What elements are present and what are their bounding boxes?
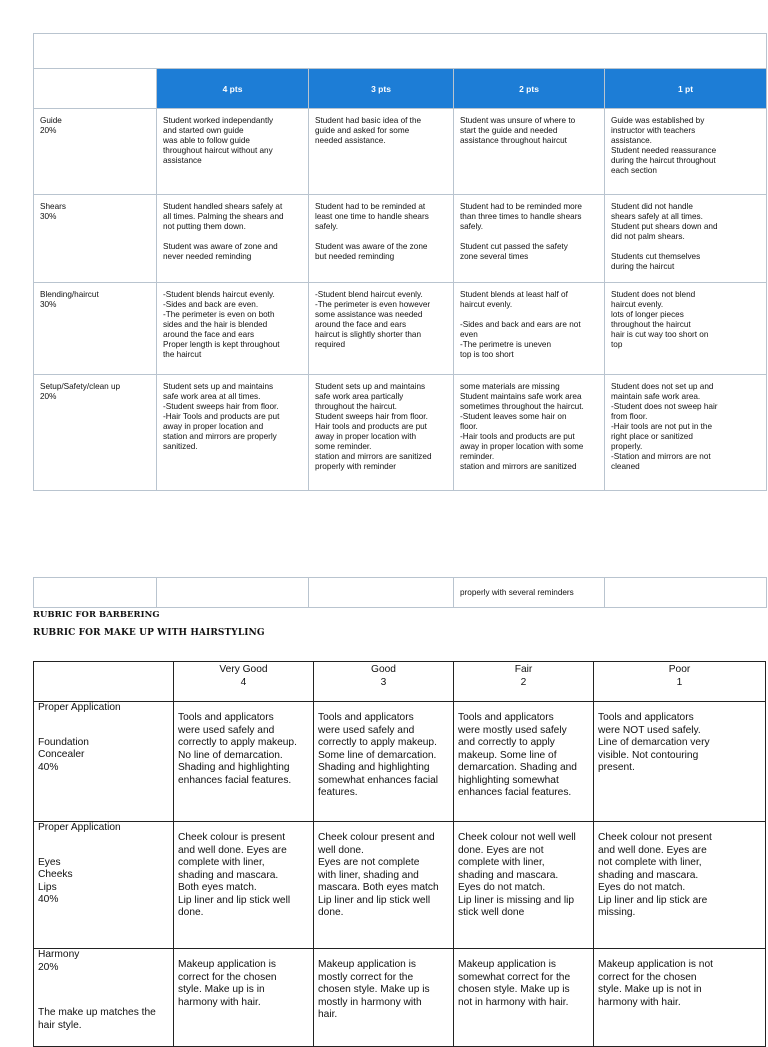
criterion-title: Proper Application: [38, 702, 121, 713]
rubric-cell: Tools and applicators were mostly used safely and correctly to apply makeup. Some line of demarcation. Shading and highlighting somewhat enhances facial features.: [454, 702, 594, 822]
criterion-blending: Blending/haircut 30%: [34, 283, 157, 375]
rubric-cell: Student handled shears safely at all times. Palming the shears and not putting them down. Student was aware of zone and never needed reminding: [157, 195, 309, 283]
rubric-cell: [34, 578, 157, 608]
rubric-cell: Cheek colour not present and well done. Eyes are not complete with liner, shading and mascara. Eyes do not match. Lip liner and lip stick are missing.: [594, 822, 766, 949]
rubric-cell: [605, 578, 767, 608]
rubric-cell: Student sets up and maintains safe work area at all times. -Student sweeps hair from floor. -Hair Tools and products are put away in proper location and station and mirrors are properly sanitized.: [157, 375, 309, 491]
rubric-cell: Student had to be reminded at least one time to handle shears safely. Student was aware of the zone but needed reminding: [309, 195, 454, 283]
header-label: Very Good: [219, 664, 268, 675]
rubric-cell: Student worked independantly and started own guide was able to follow guide throughout haircut without any assistance: [157, 109, 309, 195]
rubric-cell: -Student blends haircut evenly. -Sides and back are even. -The perimeter is even on both sides and the hair is blended around the face and ears Proper length is kept throughout the haircut: [157, 283, 309, 375]
rubric-cell: Guide was established by instructor with teachers assistance. Student needed reassurance during the haircut throughout each section: [605, 109, 767, 195]
criterion-guide: Guide 20%: [34, 109, 157, 195]
rubric-cell: Student had basic idea of the guide and asked for some needed assistance.: [309, 109, 454, 195]
header-2-pts: 2 pts: [454, 69, 605, 109]
criterion-detail: Eyes Cheeks Lips 40%: [38, 856, 73, 905]
table-row: [34, 109, 767, 195]
header-blank: [34, 662, 174, 702]
makeup-rubric-table: [33, 661, 766, 1047]
table-row: [34, 949, 766, 1047]
table-title-row: [34, 34, 767, 69]
header-points: 1: [676, 676, 683, 688]
rubric-cell: Student blends at least half of haircut evenly. -Sides and back and ears are not even -The perimetre is uneven top is too short: [454, 283, 605, 375]
criterion-harmony: [34, 949, 174, 1047]
header-label: Fair: [514, 664, 533, 675]
rubric-cell: Student does not blend haircut evenly. lots of longer pieces throughout the haircut hair is cut way too short on top: [605, 283, 767, 375]
rubric-cell: Cheek colour not well well done. Eyes are not complete with liner, shading and mascara. Eyes do not match. Lip liner is missing and lip stick well done: [454, 822, 594, 949]
header-points: 4: [240, 676, 247, 688]
table-title: [34, 34, 767, 69]
rubric-cell: [157, 578, 309, 608]
criterion-detail: The make up matches the hair style.: [38, 1007, 156, 1031]
rubric-cell: Makeup application is mostly correct for the chosen style. Make up is mostly in harmony with hair.: [314, 949, 454, 1047]
header-label: Poor: [668, 664, 691, 675]
table-row: [34, 702, 766, 822]
rubric-cell: Tools and applicators were used safely and correctly to apply makeup. Some line of demarcation. Shading and highlighting somewhat enhances facial features.: [314, 702, 454, 822]
criterion-eyes-cheeks-lips: [34, 822, 174, 949]
rubric-cell: Student does not set up and maintain safe work area. -Student does not sweep hair from floor. -Hair tools are not put in the right place or sanitized properly. -Station and mirrors are not cleaned: [605, 375, 767, 491]
header-blank: [34, 69, 157, 109]
header-1-pt: 1 pt: [605, 69, 767, 109]
table-row: [34, 822, 766, 949]
criterion-title: Harmony 20%: [38, 949, 80, 973]
header-points: 2: [520, 676, 527, 688]
header-row: [34, 69, 767, 109]
rubric-cell: Makeup application is somewhat correct for the chosen style. Make up is not in harmony with hair.: [454, 949, 594, 1047]
criterion-title: Proper Application: [38, 822, 121, 833]
rubric-cell: Cheek colour is present and well done. Eyes are complete with liner, shading and mascara. Both eyes match. Lip liner and lip stick well done.: [174, 822, 314, 949]
header-3-pts: 3 pts: [309, 69, 454, 109]
header-fair: [454, 662, 594, 702]
rubric-cell: Cheek colour present and well done. Eyes are not complete with liner, shading and mascara. Both eyes match Lip liner and lip stick well done.: [314, 822, 454, 949]
header-good: [314, 662, 454, 702]
criterion-shears: Shears 30%: [34, 195, 157, 283]
barbering-rubric-table: [33, 33, 767, 491]
rubric-cell: -Student blend haircut evenly. -The perimeter is even however some assistance was needed around the face and ears haircut is slightly shorter than required: [309, 283, 454, 375]
criterion-detail: Foundation Concealer 40%: [38, 736, 89, 773]
rubric-cell: properly with several reminders: [454, 578, 605, 608]
rubric-cell: some materials are missing Student maintains safe work area sometimes throughout the haircut. -Student leaves some hair on floor. -Hair tools and products are put away in proper location with some reminder. station and mirrors are sanitized: [454, 375, 605, 491]
table-row: [34, 195, 767, 283]
header-very-good: [174, 662, 314, 702]
makeup-label: RUBRIC FOR MAKE UP WITH HAIRSTYLING: [33, 628, 265, 638]
rubric-cell: Student had to be reminded more than three times to handle shears safely. Student cut passed the safety zone several times: [454, 195, 605, 283]
rubric-cell: Tools and applicators were used safely and correctly to apply makeup. No line of demarcation. Shading and highlighting enhances facial features.: [174, 702, 314, 822]
rubric-cell: Tools and applicators were NOT used safely. Line of demarcation very visible. Not contouring present.: [594, 702, 766, 822]
table-row: [34, 283, 767, 375]
rubric-cell: Student sets up and maintains safe work area partically throughout the haircut. Student sweeps hair from floor. Hair tools and products are put away in proper location with some reminder. station and mirrors are sanitized properly with reminder: [309, 375, 454, 491]
rubric-cell: Student did not handle shears safely at all times. Student put shears down and did not palm shears. Students cut themselves during the haircut: [605, 195, 767, 283]
criterion-setup: Setup/Safety/clean up 20%: [34, 375, 157, 491]
table-row: [34, 375, 767, 491]
table-row: [34, 578, 767, 608]
rubric-cell: [309, 578, 454, 608]
barbering-label: RUBRIC FOR BARBERING: [33, 609, 160, 619]
header-poor: [594, 662, 766, 702]
criterion-foundation: [34, 702, 174, 822]
header-row: [34, 662, 766, 702]
rubric-cell: Makeup application is not correct for the chosen style. Make up is not in harmony with hair.: [594, 949, 766, 1047]
header-points: 3: [380, 676, 387, 688]
rubric-cell: Student was unsure of where to start the guide and needed assistance throughout haircut: [454, 109, 605, 195]
barbering-continuation-table: [33, 577, 767, 608]
rubric-cell: Makeup application is correct for the chosen style. Make up is in harmony with hair.: [174, 949, 314, 1047]
header-label: Good: [371, 664, 396, 675]
header-4-pts: 4 pts: [157, 69, 309, 109]
